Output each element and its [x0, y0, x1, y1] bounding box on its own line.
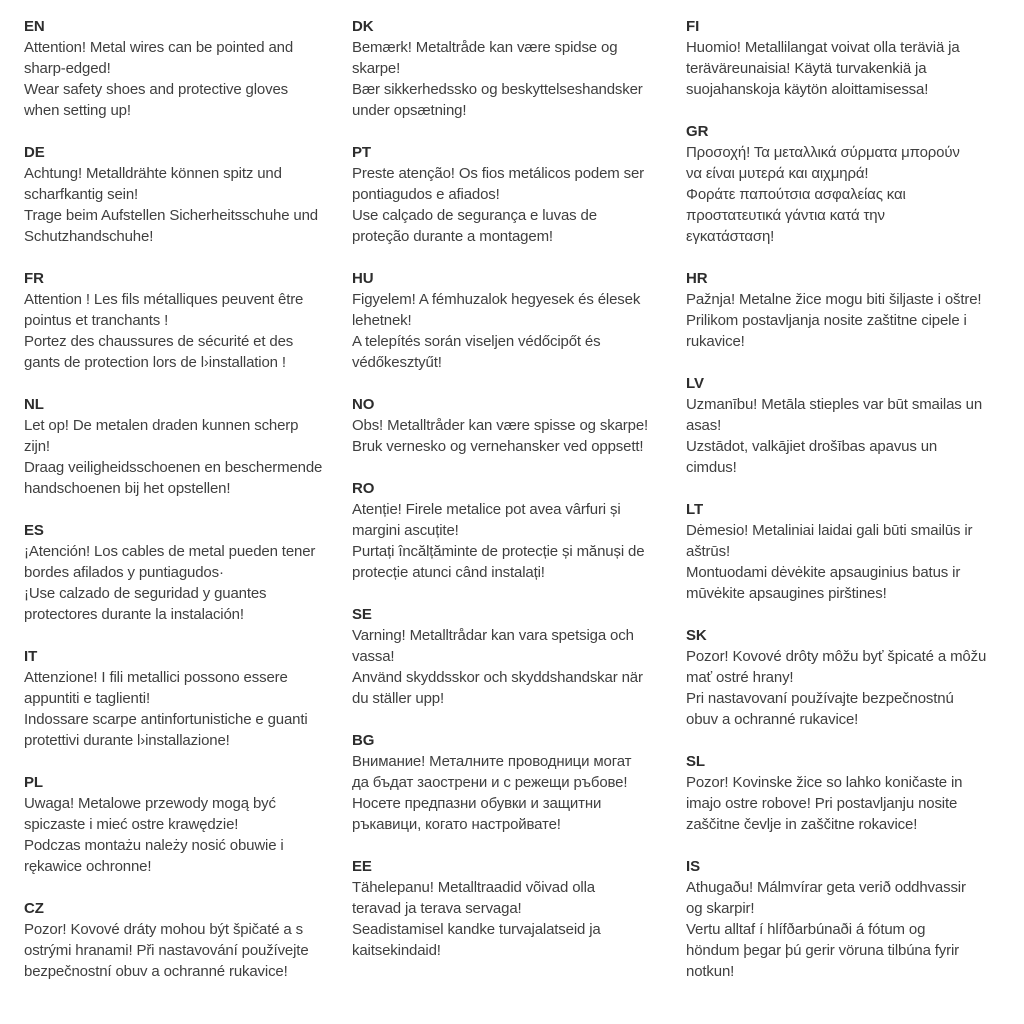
language-code: IS — [686, 858, 700, 875]
language-code: FR — [24, 270, 44, 287]
warning-line: sharp-edged! — [24, 60, 111, 77]
language-code: DE — [24, 144, 45, 161]
warning-line: imajo ostre robove! Pri postavljanju nosite — [686, 795, 958, 812]
warning-line: pointus et tranchants ! — [24, 312, 169, 329]
warning-line: Prilikom postavljanja nosite zaštitne cipele i — [686, 312, 967, 329]
language-section-sk — [686, 625, 1018, 730]
warning-line: Pažnja! Metalne žice mogu biti šiljaste i oštre! — [686, 291, 982, 308]
warning-line: Trage beim Aufstellen Sicherheitsschuhe und — [24, 207, 319, 224]
language-section-hr — [686, 268, 1018, 352]
language-code: LT — [686, 501, 704, 518]
warning-line: Dėmesio! Metaliniai laidai gali būti smailūs ir — [686, 522, 973, 539]
warning-line: du ställer upp! — [352, 690, 444, 707]
language-section-fi — [686, 16, 1018, 100]
language-code: NO — [352, 396, 375, 413]
warning-line: Figyelem! A fémhuzalok hegyesek és élesek — [352, 291, 641, 308]
language-code: NL — [24, 396, 44, 413]
warning-line: Podczas montażu należy nosić obuwie i — [24, 837, 284, 854]
warning-line: kaitsekindaid! — [352, 942, 441, 959]
warning-line: scharfkantig sein! — [24, 186, 139, 203]
warning-line: Varning! Metalltrådar kan vara spetsiga och — [352, 627, 634, 644]
warning-line: Montuodami dėvėkite apsauginius batus ir — [686, 564, 961, 581]
warning-line: Pozor! Kovové dráty mohou být špičaté a s — [24, 921, 303, 938]
language-code: ES — [24, 522, 44, 539]
language-section-es — [24, 520, 346, 625]
warning-line: Draag veiligheidsschoenen en beschermende — [24, 459, 323, 476]
warning-line: spiczaste i mieć ostre krawędzie! — [24, 816, 239, 833]
warning-line: Внимание! Металните проводници могат — [352, 753, 632, 770]
warning-line: Bær sikkerhedssko og beskyttelseshandsker — [352, 81, 643, 98]
language-section-dk — [352, 16, 680, 121]
language-code: RO — [352, 480, 375, 497]
language-code: EE — [352, 858, 372, 875]
warning-line: Uzmanību! Metāla stieples var būt smailas un — [686, 396, 983, 413]
language-section-is — [686, 856, 1018, 982]
warning-line: Носете предпазни обувки и защитни — [352, 795, 602, 812]
warning-line: ¡Use calzado de seguridad y guantes — [24, 585, 267, 602]
warning-line: Wear safety shoes and protective gloves — [24, 81, 289, 98]
language-code: GR — [686, 123, 709, 140]
language-section-bg — [352, 730, 680, 835]
warning-line: Pozor! Kovinske žice so lahko koničaste in — [686, 774, 963, 791]
warning-line: Tähelepanu! Metalltraadid võivad olla — [352, 879, 595, 896]
warning-line: Athugaðu! Málmvírar geta verið oddhvassir — [686, 879, 966, 896]
warning-line: να είναι μυτερά και αιχμηρά! — [686, 165, 869, 182]
language-code: LV — [686, 375, 704, 392]
warning-line: asas! — [686, 417, 722, 434]
warning-line: Achtung! Metalldrähte können spitz und — [24, 165, 282, 182]
warning-line: Preste atenção! Os fios metálicos podem ser — [352, 165, 645, 182]
warning-line: Attention! Metal wires can be pointed and — [24, 39, 294, 56]
warning-line: obuv a ochranné rukavice! — [686, 711, 859, 728]
warning-line: Vertu alltaf í hlífðarbúnaði á fótum og — [686, 921, 926, 938]
warning-line: A telepítés során viseljen védőcipőt és — [352, 333, 601, 350]
warning-line: εγκατάσταση! — [686, 228, 775, 245]
language-section-cz — [24, 898, 346, 982]
warning-line: pontiagudos e afiados! — [352, 186, 500, 203]
warning-line: ръкавици, когато настройвате! — [352, 816, 561, 833]
warning-line: Use calçado de segurança e luvas de — [352, 207, 597, 224]
warning-line: Attention ! Les fils métalliques peuvent être — [24, 291, 304, 308]
warning-line: teravad ja terava servaga! — [352, 900, 522, 917]
warning-line: aštrūs! — [686, 543, 730, 560]
language-section-nl — [24, 394, 346, 499]
language-section-hu — [352, 268, 680, 373]
warning-line: Schutzhandschuhe! — [24, 228, 154, 245]
warning-line: Portez des chaussures de sécurité et des — [24, 333, 294, 350]
language-section-fr — [24, 268, 346, 373]
warning-line: Bruk vernesko og vernehansker ved oppsett! — [352, 438, 644, 455]
language-code: PL — [24, 774, 43, 791]
warning-line: Indossare scarpe antinfortunistiche e guanti — [24, 711, 308, 728]
language-section-de — [24, 142, 346, 247]
language-code: CZ — [24, 900, 44, 917]
warning-line: suojahanskoja käytön aloittamisessa! — [686, 81, 929, 98]
warning-line: bordes afilados y puntiagudos· — [24, 564, 224, 581]
warning-line: vassa! — [352, 648, 395, 665]
warning-line: да бъдат заострени и с режещи ръбове! — [352, 774, 628, 791]
warning-line: Attenzione! I fili metallici possono essere — [24, 669, 288, 686]
language-code: HR — [686, 270, 708, 287]
language-code: IT — [24, 648, 38, 665]
warning-line: mūvėkite apsaugines pirštines! — [686, 585, 887, 602]
warning-column-2 — [352, 16, 680, 982]
warning-line: under opsætning! — [352, 102, 467, 119]
warning-line: gants de protection lors de l›installation ! — [24, 354, 286, 371]
warning-line: Obs! Metalltråder kan være spisse og skarpe! — [352, 417, 649, 434]
warning-line: og skarpir! — [686, 900, 755, 917]
language-code: HU — [352, 270, 374, 287]
warning-line: rękawice ochronne! — [24, 858, 152, 875]
language-code: DK — [352, 18, 374, 35]
warning-line: Uwaga! Metalowe przewody mogą być — [24, 795, 276, 812]
warning-line: appuntiti e taglienti! — [24, 690, 150, 707]
warning-line: Let op! De metalen draden kunnen scherp — [24, 417, 299, 434]
warning-line: zaščitne čevlje in zaščitne rokavice! — [686, 816, 918, 833]
warning-line: teräväreunaisia! Käytä turvakenkiä ja — [686, 60, 927, 77]
language-code: FI — [686, 18, 700, 35]
warning-line: Uzstādot, valkājiet drošības apavus un — [686, 438, 938, 455]
warning-line: Φοράτε παπούτσια ασφαλείας και — [686, 186, 906, 203]
language-code: SE — [352, 606, 372, 623]
language-section-lv — [686, 373, 1018, 478]
warning-column-3 — [686, 16, 1018, 1003]
warning-line: mať ostré hrany! — [686, 669, 794, 686]
language-section-sl — [686, 751, 1018, 835]
warning-line: protecție atunci când instalați! — [352, 564, 545, 581]
warning-line: ¡Atención! Los cables de metal pueden tener — [24, 543, 316, 560]
warning-line: protectores durante la instalación! — [24, 606, 244, 623]
warning-line: védőkesztyűt! — [352, 354, 442, 371]
language-code: SK — [686, 627, 707, 644]
language-code: EN — [24, 18, 45, 35]
warning-line: προστατευτικά γάντια κατά την — [686, 207, 885, 224]
warning-line: protettivi durante l›installazione! — [24, 732, 230, 749]
warning-line: Atenție! Firele metalice pot avea vârfuri și — [352, 501, 621, 518]
warning-line: bezpečnostní obuv a ochranné rukavice! — [24, 963, 288, 980]
language-section-lt — [686, 499, 1018, 604]
warning-line: lehetnek! — [352, 312, 412, 329]
warning-line: cimdus! — [686, 459, 737, 476]
language-code: PT — [352, 144, 371, 161]
warning-line: Pozor! Kovové drôty môžu byť špicaté a môžu — [686, 648, 987, 665]
warning-line: höndum þegar þú gerir vöruna tilbúna fyrir — [686, 942, 960, 959]
warning-line: rukavice! — [686, 333, 745, 350]
warning-line: zijn! — [24, 438, 50, 455]
language-section-gr — [686, 121, 1018, 247]
language-code: BG — [352, 732, 375, 749]
warning-line: margini ascuțite! — [352, 522, 459, 539]
warning-column-1 — [24, 16, 346, 1003]
warning-line: Huomio! Metallilangat voivat olla teräviä ja — [686, 39, 960, 56]
language-section-se — [352, 604, 680, 709]
language-section-it — [24, 646, 346, 751]
warning-line: Pri nastavovaní používajte bezpečnostnú — [686, 690, 954, 707]
language-section-ro — [352, 478, 680, 583]
warning-line: Bemærk! Metaltråde kan være spidse og — [352, 39, 618, 56]
language-code: SL — [686, 753, 705, 770]
warning-line: Seadistamisel kandke turvajalatseid ja — [352, 921, 601, 938]
warning-line: notkun! — [686, 963, 735, 980]
warning-line: proteção durante a montagem! — [352, 228, 553, 245]
warning-line: Använd skyddsskor och skyddshandskar när — [352, 669, 643, 686]
warning-line: handschoenen bij het opstellen! — [24, 480, 231, 497]
warning-line: Purtați încălțăminte de protecție și mănuși de — [352, 543, 645, 560]
language-section-en — [24, 16, 346, 121]
language-section-pt — [352, 142, 680, 247]
language-section-ee — [352, 856, 680, 961]
warning-line: skarpe! — [352, 60, 401, 77]
warning-line: when setting up! — [24, 102, 131, 119]
language-section-no — [352, 394, 680, 457]
warning-line: ostrými hranami! Při nastavování používejte — [24, 942, 309, 959]
language-section-pl — [24, 772, 346, 877]
warning-line: Προσοχή! Τα μεταλλικά σύρματα μπορούν — [686, 144, 960, 161]
